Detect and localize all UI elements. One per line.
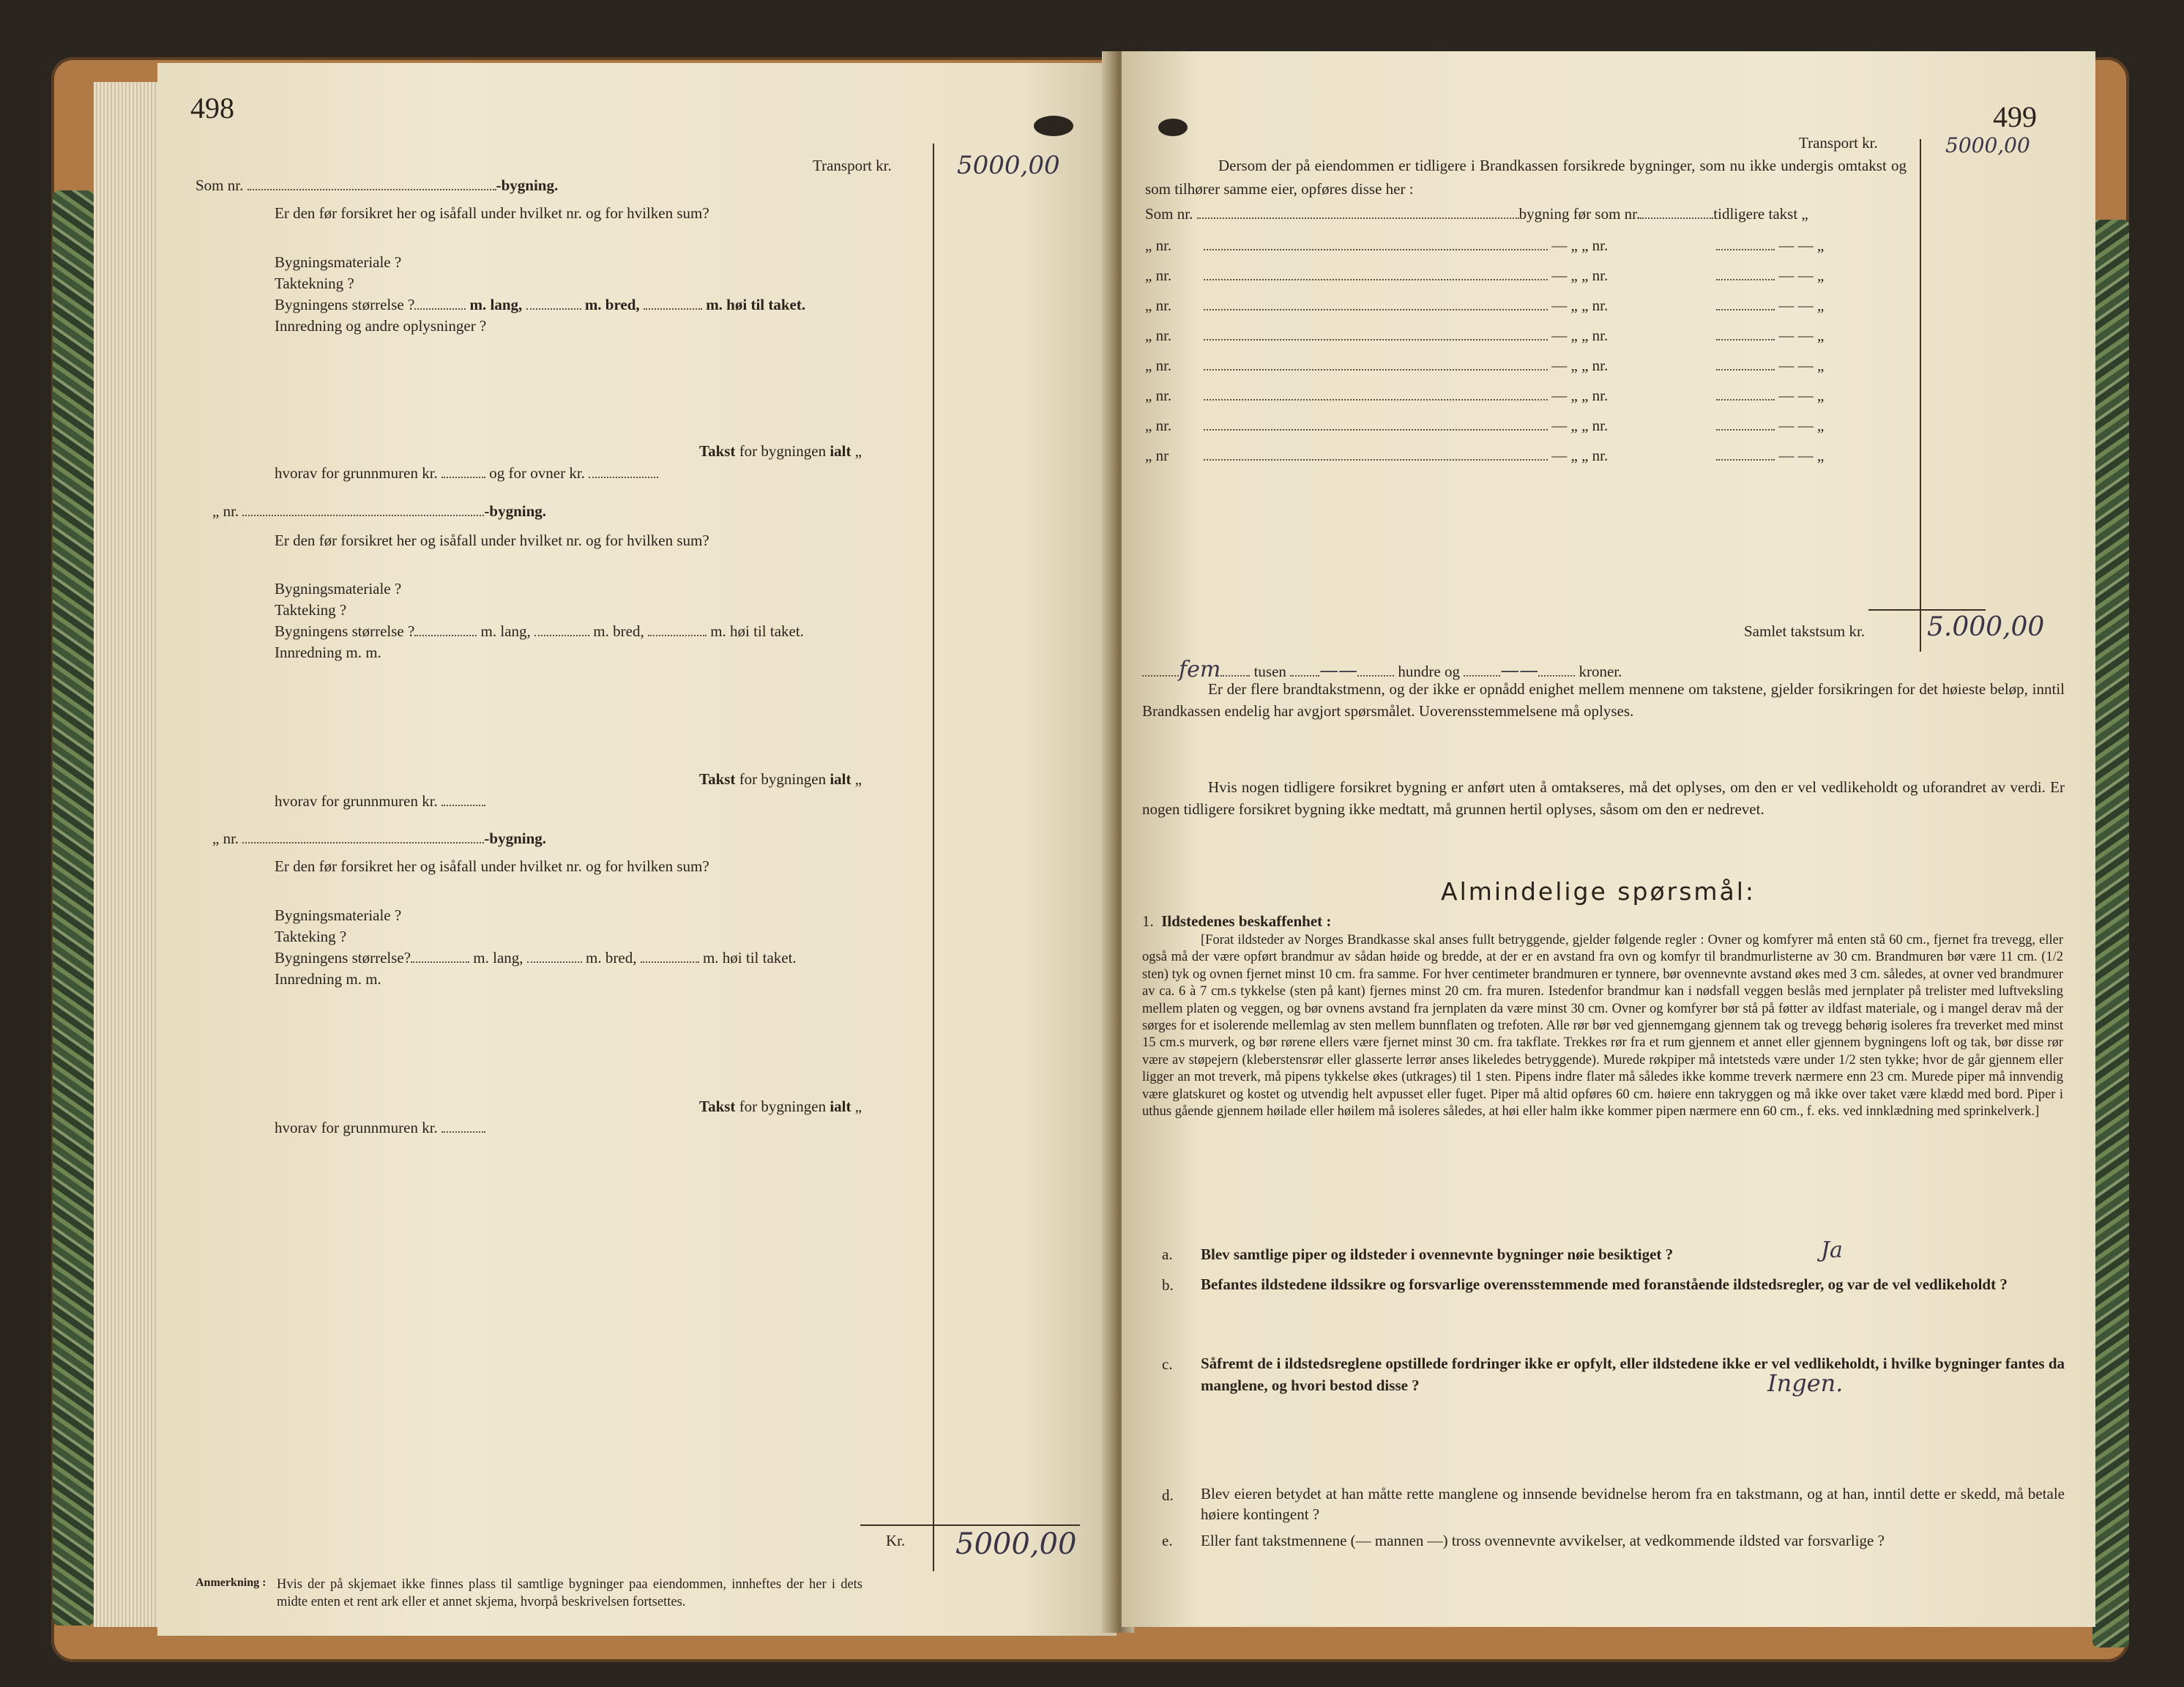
transport-label: Transport kr. (1799, 134, 1878, 152)
row-field[interactable] (1204, 269, 1548, 280)
material-label: Bygningsmateriale ? (275, 906, 402, 924)
takst-ialt: ialt (830, 442, 851, 460)
samlet-value: 5.000,00 (1927, 612, 2045, 642)
amount-thousands: fem (1179, 657, 1221, 682)
row-mid: — „ „ nr. (1551, 357, 1609, 374)
kroner-label: kroner. (1579, 663, 1622, 680)
row-prev-nr[interactable] (1640, 207, 1713, 219)
row-field[interactable] (1716, 299, 1775, 310)
row-label: „ nr. (1145, 357, 1172, 374)
row-field[interactable] (1204, 389, 1548, 401)
height-unit: m. høi til taket. (710, 622, 804, 640)
foundation-field[interactable] (441, 794, 485, 806)
anmerkning-label: Anmerkning : (195, 1576, 267, 1589)
left-page: 498 Transport kr. 5000,00 Som nr. -bygning. Er den før forsikret her og isåfall under hvilket nr. og for hvilken sum? Bygningsmateriale ? Taktekning ? Bygningens størrelse ? m. lang, m. bred, m. høi til taket. Innredning og andre oplysninger ? Takst for bygningen ialt „ hvorav for grunnmuren kr. og for ovner kr. „ nr. -bygning. Er den før forsikret her og isåfall under hvilket nr. og for hvilken sum? Bygningsmateriale ? Takteking ? Bygningens størrelse ? m. lang, m. bred, m. høi til taket. Innredning m. m. Takst for bygningen ialt „ hvorav for grunnmuren kr. „ nr. -bygning. Er den før forsikret her og isåfall under hvilket nr. og for hvilken sum? Bygningsmateriale ? Takteking ? Bygningens størrelse? m. lang, m. bred, m. høi til taket. Innredning m. m. Takst for bygningen ialt „ hvorav for grunnmuren kr. Kr. 5000,00 Anmerkning : Hvis der på skjemaet ikke finnes plass til samtlige bygninger paa eiendommen, innheftes der her i dets midte enten et rent ark eller et annet skjema, hvorpå beskrivelsen fortsettes. (157, 63, 1117, 1636)
row-label: „ nr. (1145, 387, 1172, 404)
section-heading: Almindelige spørsmål: (1441, 877, 1756, 906)
amount-words-field[interactable] (1142, 665, 1179, 677)
width-field[interactable] (526, 298, 581, 310)
qd-label: d. (1162, 1486, 1174, 1504)
row-mid: — „ „ nr. (1551, 267, 1609, 284)
paragraph-1: Er der flere brandtakstmenn, og der ikke er opnådd enighet mellem mennene om takstene, gjelder forsikringen for det høieste beløp, inntil Brandkassen endelig har avgjort spørsmålet. Uoverensstemmelsene må oplyses. (1142, 680, 2065, 720)
height-field[interactable] (644, 298, 702, 310)
block-prefix: „ nr. (212, 502, 239, 520)
length-unit: m. lang, (473, 949, 523, 967)
hundre-label: hundre og (1398, 663, 1460, 680)
size-label: Bygningens størrelse? (275, 949, 411, 967)
row-tidligere: tidligere takst (1713, 205, 1798, 223)
amount-rest: —— (1500, 660, 1539, 682)
foundation-field[interactable] (441, 466, 485, 478)
row-field[interactable] (1204, 299, 1548, 310)
row-nr: nr. (1177, 205, 1193, 223)
takst-label: Takst (699, 1098, 736, 1115)
qc-answer: Ingen. (1767, 1369, 1844, 1397)
length-unit: m. lang, (469, 296, 523, 313)
marbled-cover-left (53, 190, 94, 1625)
width-field[interactable] (534, 625, 589, 636)
height-unit: m. høi til taket. (702, 949, 797, 967)
amount-column-divider (1920, 139, 1921, 652)
height-field[interactable] (648, 625, 707, 636)
size-label: Bygningens størrelse ? (275, 622, 415, 640)
row-bygning: bygning før som nr. (1518, 205, 1641, 223)
right-page (1122, 51, 2095, 1627)
row-label: „ nr. (1145, 237, 1172, 254)
row-field[interactable] (1716, 239, 1775, 250)
punch-hole (1158, 119, 1188, 136)
takst-label: Takst (699, 770, 736, 788)
qc-text: Såfremt de i ildstedsreglene opstillede fordringer ikke er opfylt, eller ildstedene ikke er vel vedlikeholdt, i hvilke bygninger fantes da manglene, og hvori bestod disse ? (1201, 1355, 2065, 1394)
row-field[interactable] (1204, 449, 1548, 461)
takst-ialt: ialt (830, 1098, 851, 1115)
page-edges-left (94, 82, 160, 1627)
row-field[interactable] (1716, 419, 1775, 431)
length-field[interactable] (414, 625, 477, 636)
row-label: „ nr. (1145, 417, 1172, 434)
stoves-field[interactable] (589, 466, 658, 478)
size-label: Bygningens størrelse ? (275, 296, 415, 313)
total-rule (860, 1524, 1080, 1526)
transport-value: 5000,00 (957, 151, 1060, 180)
width-field[interactable] (527, 951, 582, 963)
row-som: Som (1145, 205, 1174, 223)
takst-text: for bygningen (739, 442, 827, 460)
row-end: — — „ (1778, 297, 1825, 314)
row-field[interactable] (1204, 329, 1548, 340)
block-prefix: „ nr. (212, 830, 239, 847)
q1-title: Ildstedenes beskaffenhet : (1161, 912, 1332, 930)
row-end: — — „ (1778, 387, 1825, 404)
height-field[interactable] (641, 951, 699, 963)
fire-regulations-text: [Forat ildsteder av Norges Brandkasse skal anses fullt betryggende, gjelder følgende regler : Ovner og komfyrer må enten stå 60 cm., fjernet fra trevegg, eller også må der være opført brandmur av sådan høide og bredde, at der er en avstand fra ovn og komfyr til brandmurlisterne av 30 cm. Brandmuren bør være 11 cm. (1/2 sten) tyk og ovnen fjernet minst 10 cm. fra samme. For hver centimeter brandmuren er tynnere, bør ovennevnte avstand økes med 3 cm. således, at ovner ved brandmurer av ca. 6 à 7 cm.s tykkelse (sten på kant) fjernes minst 20 cm. fra muren. Istedenfor brandmur kan i nødsfall veggen beslås med jernplater på trelister med luftveksling mellem platen og veggen, og bør ovnens avstand fra jernplaten da være minst 30 cm. Ovner og komfyrer bør stå på føtter av ildfast materiale, og i mangel derav må der sørges for et isolerende mellemlag av sten mellem bunnflaten og trefoten. Alle rør bør ved gjennemgang gjennem tak og trevegg behørig isoleres fra treverket med minst 15 cm.s murverk, og bør rørene ellers være fjernet minst 30 cm. fra takflate. Trekkes rør fra et rum gjennem et annet eller gjennem bygningens loft og tak, bør disse rør være av støpejern (kleberstensrør eller glasserte lerrør anses likeledes betryggende). Murede røkpiper må intetsteds være under 1/2 sten tykke; hvor de går gjennem eller ligger an mot treverk, må pipens tykkelse økes (utkrages) til 1 sten. Pipens indre flater må således ikke komme treverk nærmere enn 23 cm. Murede piper må innvendig være glatskuret og kostet og utvendig helt avpusset eller fuget. Piper må altid opføres 60 cm. høiere enn takryggen og må ikke over taket være klædd med bord. Piper i uthus gående gjennem høilade eller høilem må isoleres således, at høi eller halm ikke kommer pipen nærmere enn 60 cm., f. eks. ved innklædning med sprinkelverk.] (1142, 933, 2063, 1120)
qe-label: e. (1162, 1532, 1173, 1549)
length-unit: m. lang, (480, 622, 531, 640)
kr-label: Kr. (886, 1532, 906, 1549)
takst-text: for bygningen (739, 1098, 827, 1115)
previous-insurance-question: Er den før forsikret her og isåfall under hvilket nr. og for hvilken sum? (275, 857, 709, 875)
q1-number: 1. (1142, 912, 1154, 930)
row-mid: — „ „ nr. (1551, 387, 1609, 404)
bygning-label: -bygning. (496, 176, 559, 194)
punch-hole (1034, 116, 1073, 136)
takst-ialt: ialt (830, 770, 851, 788)
row-field[interactable] (1716, 389, 1775, 401)
row-end: — — „ (1778, 357, 1825, 374)
row-end: — — „ (1778, 447, 1825, 464)
furnishing-label: Innredning m. m. (275, 970, 381, 988)
row-field[interactable] (1204, 419, 1548, 431)
foundation-label: hvorav for grunnmuren kr. (275, 792, 438, 810)
qe-text: Eller fant takstmennene (— mannen —) tross ovennevnte avvikelser, at vedkommende ildsted var forsvarlige ? (1201, 1532, 1885, 1549)
qa-text: Blev samtlige piper og ildsteder i ovennevnte bygninger nøie besiktiget ? (1201, 1245, 1674, 1263)
foundation-field[interactable] (441, 1121, 485, 1133)
row-field[interactable] (1716, 329, 1775, 340)
row-field[interactable] (1204, 359, 1548, 370)
roofing-label: Takteking ? (275, 601, 347, 619)
dot-fill (1290, 665, 1319, 677)
length-field[interactable] (414, 298, 466, 310)
amount-hundreds: —— (1319, 660, 1358, 682)
row-end: — — „ (1778, 417, 1825, 434)
takst-text: for bygningen (739, 770, 827, 788)
row-mid: — „ „ nr. (1551, 327, 1609, 344)
qa-label: a. (1162, 1245, 1173, 1263)
bygning-label: -bygning. (484, 830, 547, 847)
previous-insurance-question: Er den før forsikret her og isåfall under hvilket nr. og for hvilken sum? (275, 532, 709, 549)
previous-insurance-question: Er den før forsikret her og isåfall under hvilket nr. og for hvilken sum? (275, 204, 709, 222)
stoves-label: og for ovner kr. (489, 464, 585, 482)
length-field[interactable] (411, 951, 469, 963)
furnishing-label: Innredning og andre oplysninger ? (275, 317, 487, 335)
row-mid: — „ „ nr. (1551, 417, 1609, 434)
dot-fill (1464, 665, 1500, 677)
page-number: 498 (190, 92, 234, 124)
qb-label: b. (1162, 1276, 1174, 1294)
row-mid: — „ „ nr. (1551, 447, 1609, 464)
amount-column-divider (933, 144, 934, 1571)
samlet-label: Samlet takstsum kr. (1744, 622, 1866, 640)
width-unit: m. bred, (586, 949, 637, 967)
bygning-label: -bygning. (484, 502, 547, 520)
transport-label: Transport kr. (813, 157, 892, 174)
row-field[interactable] (1716, 449, 1775, 461)
width-unit: m. bred, (584, 296, 640, 313)
row-label: „ nr. (1145, 267, 1172, 284)
row-end: — — „ (1778, 327, 1825, 344)
qc-label: c. (1162, 1355, 1173, 1373)
width-unit: m. bred, (593, 622, 644, 640)
anmerkning-text: Hvis der på skjemaet ikke finnes plass til samtlige bygninger paa eiendommen, innheftes der her i dets midte enten et rent ark eller et annet skjema, hvorpå beskrivelsen fortsettes. (277, 1577, 862, 1609)
row-end: — — „ (1778, 267, 1825, 284)
row-field[interactable] (1716, 269, 1775, 280)
row-end: — — „ (1778, 237, 1825, 254)
row-label: „ nr (1145, 447, 1169, 464)
dot-fill (1357, 665, 1394, 677)
foundation-label: hvorav for grunnmuren kr. (275, 464, 438, 482)
row-label: „ nr. (1145, 327, 1172, 344)
dot-fill (1538, 665, 1575, 677)
tusen-label: tusen (1253, 663, 1286, 680)
material-label: Bygningsmateriale ? (275, 253, 402, 271)
furnishing-label: Innredning m. m. (275, 644, 381, 661)
row-field[interactable] (1716, 359, 1775, 370)
qa-answer: Ja (1821, 1237, 1843, 1263)
nr-field[interactable] (242, 504, 484, 516)
nr-field[interactable] (247, 179, 496, 190)
total-value: 5000,00 (955, 1527, 1077, 1561)
material-label: Bygningsmateriale ? (275, 580, 402, 597)
qb-text: Befantes ildstedene ildssikre og forsvarlige overensstemmende med foranstående ildstedsregler, og var de vel vedlikeholdt ? (1201, 1276, 2008, 1293)
transport-value: 5000,00 (1945, 133, 2030, 157)
marbled-cover-right (2092, 220, 2129, 1647)
row-field[interactable] (1197, 207, 1519, 219)
row-quote: „ (1801, 205, 1808, 223)
qd-text: Blev eieren betydet at han måtte rette manglene og innsende bevidnelse herom fra en takstmann, og at han, inntil dette er skedd, må betale høiere kontingent ? (1201, 1485, 2065, 1523)
block-prefix: Som nr. (195, 176, 244, 194)
row-field[interactable] (1204, 239, 1548, 250)
intro-text: Dersom der på eiendommen er tidligere i Brandkassen forsikrede bygninger, som nu ikke undergis omtakst og som tilhører samme eier, opføres disse her : (1145, 157, 1907, 198)
page-number: 499 (1993, 100, 2037, 133)
nr-field[interactable] (242, 832, 484, 844)
sum-rule (1868, 609, 1986, 611)
foundation-label: hvorav for grunnmuren kr. (275, 1119, 438, 1136)
row-label: „ nr. (1145, 297, 1172, 314)
roofing-label: Taktekning ? (275, 275, 354, 292)
row-mid: — „ „ nr. (1551, 237, 1609, 254)
roofing-label: Takteking ? (275, 928, 347, 945)
paragraph-2: Hvis nogen tidligere forsikret bygning er anført uten å omtakseres, må det oplyses, om den er vel vedlikeholdt og uforandret av verdi. Er nogen tidligere forsikret bygning ikke medtatt, må grunnen hertil oplyses, såsom om den er nedrevet. (1142, 778, 2065, 818)
takst-label: Takst (699, 442, 736, 460)
dot-fill (1220, 665, 1250, 677)
row-mid: — „ „ nr. (1551, 297, 1609, 314)
height-unit: m. høi til taket. (706, 296, 806, 313)
